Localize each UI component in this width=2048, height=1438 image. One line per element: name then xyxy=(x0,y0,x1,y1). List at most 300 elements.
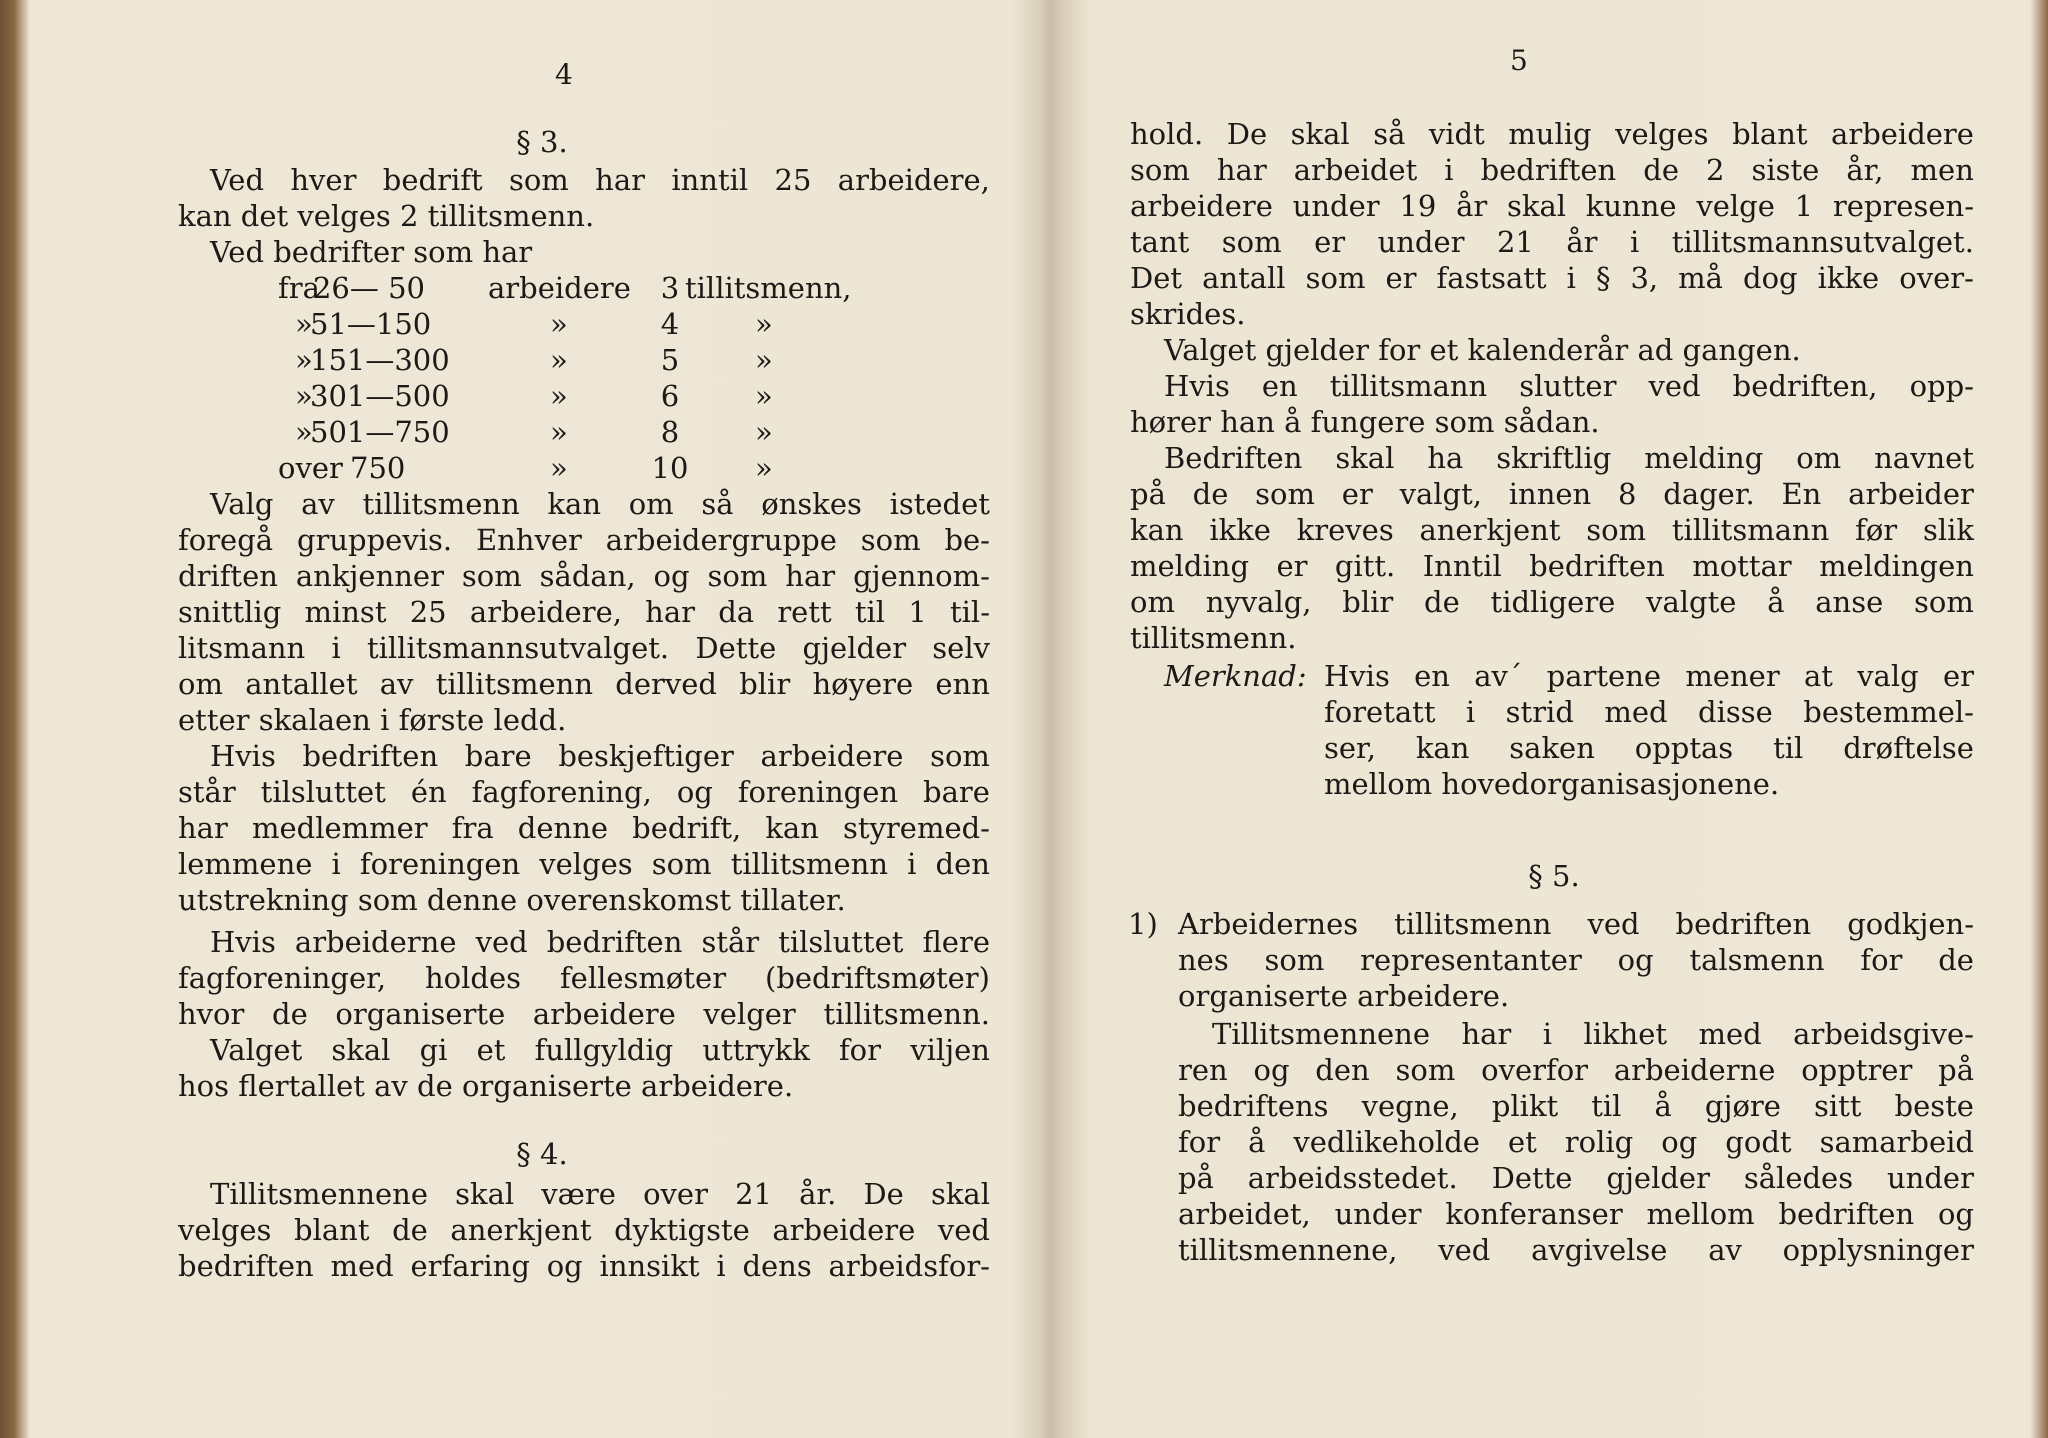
table-cell-unit: arbeidere xyxy=(488,271,631,305)
word: blant xyxy=(294,1213,370,1247)
word: og xyxy=(653,559,690,593)
word: disse xyxy=(1698,695,1773,729)
word: slik xyxy=(1922,513,1974,547)
word: og xyxy=(1937,1197,1974,1231)
word: og xyxy=(1661,1125,1698,1159)
word: Dette xyxy=(695,631,777,665)
text-line xyxy=(210,738,990,774)
word: navnet xyxy=(1874,441,1974,475)
word: likhet xyxy=(1583,1017,1668,1051)
word: sitt xyxy=(1814,1089,1862,1123)
table-cell-prefix: over xyxy=(278,451,343,485)
word: er xyxy=(1314,225,1346,259)
section-heading: § 5. xyxy=(1528,859,1580,893)
word: de xyxy=(272,997,308,1031)
word: tillitsmenn. xyxy=(823,997,990,1031)
word: bedriften xyxy=(1675,907,1812,941)
word: arbeidere xyxy=(760,739,904,773)
word: valgt, xyxy=(1399,477,1482,511)
table-cell-suffix: » xyxy=(755,415,773,449)
word: av xyxy=(301,487,335,521)
word: antallet xyxy=(245,667,358,701)
table-cell-unit: » xyxy=(550,379,568,413)
word: bare xyxy=(923,775,990,809)
word: har xyxy=(1216,153,1267,187)
note-line: mellom hovedorganisasjonene. xyxy=(1324,767,1780,801)
word: for xyxy=(1860,943,1903,977)
word: erfaring xyxy=(410,1249,530,1283)
word: 25 xyxy=(774,163,812,197)
text-line xyxy=(1130,260,1974,296)
word: år. xyxy=(799,1177,837,1211)
table-cell-suffix: tillitsmenn, xyxy=(685,271,852,305)
text-line xyxy=(178,594,990,630)
word: slutter xyxy=(1519,369,1617,403)
word: dens xyxy=(742,1249,812,1283)
word: til- xyxy=(949,595,990,629)
word: bare xyxy=(464,739,532,773)
word: således xyxy=(1743,1161,1854,1195)
text-line xyxy=(1178,1088,1974,1124)
word: om xyxy=(1130,585,1175,619)
text-line xyxy=(178,558,990,594)
text-line xyxy=(178,630,990,666)
word: i xyxy=(1542,1017,1552,1051)
word: bedriften xyxy=(1778,1197,1915,1231)
text-line xyxy=(1178,1124,1974,1160)
word: siste xyxy=(1751,153,1820,187)
word: gi xyxy=(419,1033,448,1067)
word: holdes xyxy=(424,961,522,995)
word: minst xyxy=(304,595,387,629)
word: kreves xyxy=(1296,513,1394,547)
word: og xyxy=(546,1249,583,1283)
word: foreningen xyxy=(359,847,521,881)
word: tillitsmenn xyxy=(435,667,593,701)
word: bedriften xyxy=(178,1249,314,1283)
word: vegne, xyxy=(1361,1089,1459,1123)
text-line xyxy=(210,924,990,960)
word: sådan, xyxy=(539,559,636,593)
word: vidt xyxy=(1428,117,1485,151)
word: arbeidsfor- xyxy=(828,1249,990,1283)
word: kan xyxy=(765,811,819,845)
word: nes xyxy=(1178,943,1229,977)
word: velges xyxy=(539,847,633,881)
word: arbeidere xyxy=(1130,189,1273,223)
section-heading: § 4. xyxy=(516,1137,568,1171)
word: tant xyxy=(1130,225,1190,259)
word: i xyxy=(1566,261,1576,295)
word: Valget xyxy=(210,1033,303,1067)
word: skal xyxy=(331,1033,391,1067)
word: som xyxy=(461,559,522,593)
text-line xyxy=(1164,440,1974,476)
word: i xyxy=(907,847,917,881)
word: opp- xyxy=(1909,369,1974,403)
word: være xyxy=(541,1177,616,1211)
word: blant xyxy=(1732,117,1808,151)
word: under xyxy=(1377,225,1465,259)
text-line xyxy=(1178,1052,1974,1088)
table-cell-unit: » xyxy=(550,307,568,341)
word: Ved xyxy=(210,163,265,197)
table-cell-unit: » xyxy=(550,415,568,449)
section-heading: § 3. xyxy=(516,125,568,159)
word: under xyxy=(1334,1197,1422,1231)
word: tidligere xyxy=(1490,585,1616,619)
word: er xyxy=(1276,549,1308,583)
word: arbeidere xyxy=(772,1213,916,1247)
word: beskjeftiger xyxy=(558,739,734,773)
word: talsmenn xyxy=(1689,943,1825,977)
table-cell-prefix: » xyxy=(295,307,313,341)
word: 1 xyxy=(1794,189,1814,223)
word: i xyxy=(331,631,341,665)
word: 21 xyxy=(735,1177,772,1211)
word: som xyxy=(1914,585,1974,619)
word: en xyxy=(1261,369,1298,403)
word: dyktigste xyxy=(614,1213,750,1247)
word: i xyxy=(1444,153,1454,187)
word: gitt. xyxy=(1334,549,1396,583)
note-line xyxy=(1324,658,1974,694)
word: gjennom- xyxy=(853,559,990,593)
table-cell-range: 26— 50 xyxy=(312,271,425,305)
word: bedriften xyxy=(302,739,439,773)
word: dager. xyxy=(1663,477,1755,511)
word: den xyxy=(935,847,990,881)
word: med xyxy=(330,1249,394,1283)
text-line xyxy=(178,960,990,996)
word: som xyxy=(1305,261,1366,295)
table-cell-count: 5 xyxy=(660,343,680,377)
word: valg xyxy=(1857,659,1919,693)
text-line: tillitsmenn. xyxy=(1130,621,1297,655)
word: står xyxy=(701,925,760,959)
word: Dette xyxy=(1491,1161,1573,1195)
word: vedlikeholde xyxy=(1293,1125,1480,1159)
word: velges xyxy=(178,1213,272,1247)
word: fastsatt xyxy=(1436,261,1547,295)
word: til xyxy=(1773,731,1804,765)
word: rett xyxy=(777,595,832,629)
word: tilsluttet xyxy=(260,775,386,809)
word: valgte xyxy=(1646,585,1737,619)
word: arbeidergruppe xyxy=(605,523,837,557)
word: ikke xyxy=(1817,261,1880,295)
word: bedrift, xyxy=(632,811,742,845)
word: en xyxy=(1414,659,1450,693)
table-cell-prefix: » xyxy=(295,415,313,449)
word: for xyxy=(1178,1125,1221,1159)
word: representanter xyxy=(1360,943,1582,977)
word: organiserte xyxy=(335,997,506,1031)
word: tillitsmenn xyxy=(1394,907,1552,941)
word: derved xyxy=(615,667,717,701)
word: ikke xyxy=(1209,513,1271,547)
list-item-line xyxy=(1178,906,1974,942)
word: er xyxy=(1385,261,1417,295)
left-page xyxy=(30,0,1040,1438)
text-line xyxy=(1212,1016,1974,1052)
table-cell-count: 4 xyxy=(660,307,680,341)
word: anerkjent xyxy=(1419,513,1561,547)
word: år xyxy=(1566,225,1598,259)
table-cell-count: 6 xyxy=(660,379,680,413)
word: innsikt xyxy=(599,1249,700,1283)
word: blir xyxy=(1342,585,1394,619)
word: mulig xyxy=(1508,117,1592,151)
word: før xyxy=(1855,513,1898,547)
word: fagforening, xyxy=(471,775,652,809)
text-line xyxy=(178,666,990,702)
list-item-line xyxy=(1178,942,1974,978)
text-line xyxy=(1130,512,1974,548)
text-line xyxy=(1130,548,1974,584)
word: samarbeid xyxy=(1819,1125,1974,1159)
word: et xyxy=(1507,1125,1537,1159)
word: arbeidere xyxy=(532,997,676,1031)
word: partene xyxy=(1546,659,1662,693)
word: drøftelse xyxy=(1843,731,1974,765)
word: bedriften xyxy=(1529,549,1665,583)
word: som xyxy=(1264,943,1325,977)
word: de xyxy=(392,1213,428,1247)
word: av xyxy=(1708,1233,1742,1267)
word: skal xyxy=(455,1177,515,1211)
word: melding xyxy=(1130,549,1250,583)
word: hver xyxy=(290,163,357,197)
word: Hvis xyxy=(1164,369,1230,403)
word: i xyxy=(331,847,341,881)
word: på xyxy=(1178,1161,1214,1195)
word: arbeider xyxy=(1848,477,1974,511)
word: skal xyxy=(1506,189,1567,223)
word: godt xyxy=(1725,1125,1792,1159)
table-cell-prefix: fra xyxy=(278,271,320,305)
page-number: 5 xyxy=(1510,44,1528,77)
word: gruppevis. xyxy=(296,523,453,557)
word: enn xyxy=(935,667,990,701)
word: tillitsmann xyxy=(1671,513,1830,547)
word: å xyxy=(1767,585,1785,619)
word: 1 xyxy=(908,595,927,629)
text-line: utstrekning som denne overenskomst tillater. xyxy=(178,883,846,917)
word: De xyxy=(863,1177,904,1211)
word: fellesmøter xyxy=(559,961,727,995)
word: har xyxy=(1461,1017,1512,1051)
word: som xyxy=(930,739,990,773)
word: er xyxy=(1942,659,1974,693)
word: tilsluttet xyxy=(778,925,904,959)
text-line xyxy=(178,846,990,882)
word: gjelder xyxy=(802,631,907,665)
note-line xyxy=(1324,730,1974,766)
word: som xyxy=(1130,153,1190,187)
word: i xyxy=(1465,695,1476,729)
word: skal xyxy=(1290,117,1350,151)
word: antall xyxy=(1202,261,1286,295)
word: å xyxy=(1654,1089,1672,1123)
table-cell-suffix: » xyxy=(755,307,773,341)
word: på xyxy=(1938,1053,1974,1087)
text-line: hos flertallet av de organiserte arbeidere. xyxy=(178,1069,794,1103)
table-cell-count: 8 xyxy=(660,415,680,449)
word: de xyxy=(1424,585,1460,619)
word: arbeidet xyxy=(1293,153,1418,187)
text-line xyxy=(178,996,990,1032)
word: Bedriften xyxy=(1164,441,1303,475)
word: En xyxy=(1781,477,1822,511)
word: velger xyxy=(703,997,796,1031)
table-cell-count: 10 xyxy=(651,451,689,485)
word: har xyxy=(785,559,836,593)
word: ved xyxy=(1438,1233,1491,1267)
text-line xyxy=(1178,1232,1974,1268)
word: og xyxy=(1617,943,1654,977)
note-label: Merknad: xyxy=(1164,659,1307,693)
table-cell-range: 301—500 xyxy=(310,379,450,413)
word: må xyxy=(1678,261,1723,295)
word: av xyxy=(379,667,414,701)
table-cell-suffix: » xyxy=(755,451,773,485)
text-line xyxy=(1178,1160,1974,1196)
word: har xyxy=(645,595,696,629)
word: bedriften xyxy=(546,925,683,959)
word: med xyxy=(1698,1017,1762,1051)
text-line xyxy=(210,1032,990,1068)
word: opplysninger xyxy=(1782,1233,1974,1267)
word: fullgyldig xyxy=(534,1033,674,1067)
word: tillitsmenn xyxy=(730,847,889,881)
word: et xyxy=(476,1033,506,1067)
word: de xyxy=(1192,477,1229,511)
word: kunne xyxy=(1585,189,1677,223)
text-line xyxy=(210,486,990,522)
word: saken xyxy=(1509,731,1595,765)
word: at xyxy=(1803,659,1833,693)
list-number: 1) xyxy=(1128,907,1158,941)
text-line xyxy=(1130,116,1974,152)
word: nyvalg, xyxy=(1205,585,1312,619)
word: med xyxy=(1604,695,1668,729)
word: ved xyxy=(1648,369,1701,403)
word: Valg xyxy=(210,487,274,521)
word: denne xyxy=(517,811,609,845)
word: rolig xyxy=(1564,1125,1634,1159)
word: kan xyxy=(1130,513,1184,547)
word: 2 xyxy=(1706,153,1725,187)
word: bedriften, xyxy=(1732,369,1878,403)
word: 25 xyxy=(409,595,447,629)
word: melding xyxy=(1644,441,1764,475)
word: arbeidsgive- xyxy=(1793,1017,1974,1051)
word: arbeidere, xyxy=(469,595,622,629)
word: overfor xyxy=(1481,1053,1589,1087)
word: å xyxy=(1248,1125,1266,1159)
word: som xyxy=(1221,225,1282,259)
word: skal xyxy=(1335,441,1395,475)
word: Tillitsmennene xyxy=(210,1177,428,1211)
word: opptas xyxy=(1634,731,1734,765)
table-cell-range: 501—750 xyxy=(310,415,450,449)
word: for xyxy=(838,1033,882,1067)
text-line xyxy=(210,162,990,198)
word: Det xyxy=(1130,261,1183,295)
word: og xyxy=(676,775,713,809)
word: innen xyxy=(1508,477,1592,511)
word: de xyxy=(1643,153,1679,187)
text-line xyxy=(1130,152,1974,188)
text-line xyxy=(178,774,990,810)
word: ren xyxy=(1178,1053,1228,1087)
table-cell-range: 750 xyxy=(350,451,406,485)
word: til xyxy=(1591,1089,1622,1123)
right-page xyxy=(1062,0,2030,1438)
word: som xyxy=(1255,477,1315,511)
word: er xyxy=(1341,477,1373,511)
word: bestemmel- xyxy=(1803,695,1974,729)
table-cell-unit: » xyxy=(550,343,568,377)
word: selv xyxy=(932,631,990,665)
word: 21 xyxy=(1496,225,1534,259)
word: står xyxy=(178,775,236,809)
word: arbeidere xyxy=(1831,117,1974,151)
word: arbeidere, xyxy=(837,163,990,197)
word: tillitsmannsutvalget. xyxy=(366,631,670,665)
word: Hvis xyxy=(210,925,276,959)
word: fagforeninger, xyxy=(178,961,387,995)
word: tillitsmennene, xyxy=(1178,1233,1398,1267)
word: inntil xyxy=(671,163,749,197)
word: ved xyxy=(1587,907,1640,941)
text-line xyxy=(178,810,990,846)
text-line: kan det velges 2 tillitsmenn. xyxy=(178,199,595,233)
word: arbeidsstedet. xyxy=(1247,1161,1458,1195)
word: strid xyxy=(1505,695,1574,729)
word: godkjen- xyxy=(1847,907,1974,941)
word: om xyxy=(1796,441,1842,475)
word: og xyxy=(1253,1053,1290,1087)
table-cell-prefix: » xyxy=(295,343,313,377)
word: tillitsmenn xyxy=(362,487,520,521)
list-item-line: organiserte arbeidere. xyxy=(1178,979,1510,1013)
word: bedriftens xyxy=(1178,1089,1329,1123)
table-cell-range: 51—150 xyxy=(310,307,432,341)
word: gjøre xyxy=(1704,1089,1781,1123)
word: dog xyxy=(1743,261,1798,295)
word: De xyxy=(1226,117,1268,151)
word: Inntil xyxy=(1422,549,1502,583)
word: Hvis xyxy=(210,739,276,773)
word: under xyxy=(1887,1161,1974,1195)
word: (bedriftsmøter) xyxy=(765,961,990,995)
word: de xyxy=(1938,943,1974,977)
word: over- xyxy=(1899,261,1974,295)
word: 8 xyxy=(1618,477,1637,511)
word: styremed- xyxy=(843,811,990,845)
word: mellom xyxy=(1646,1197,1755,1231)
text-line xyxy=(178,522,990,558)
word: høyere xyxy=(812,667,914,701)
word: Arbeidernes xyxy=(1178,907,1359,941)
word: mener xyxy=(1685,659,1780,693)
word: beste xyxy=(1894,1089,1974,1123)
word: om xyxy=(178,667,223,701)
word: men xyxy=(1910,153,1974,187)
word: ankjenner xyxy=(295,559,444,593)
